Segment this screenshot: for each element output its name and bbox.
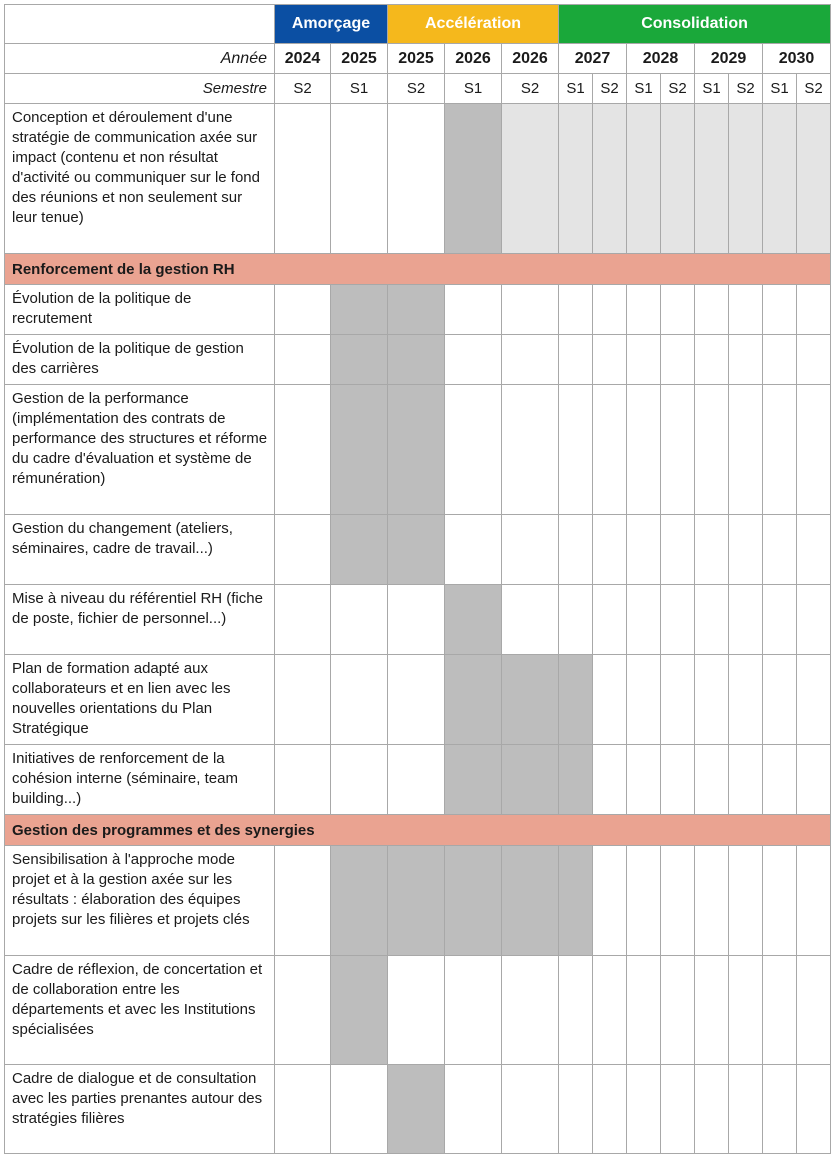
- timeline-cell: [661, 846, 695, 956]
- semester-header: S1: [559, 74, 593, 104]
- timeline-cell: [729, 515, 763, 585]
- timeline-cell: [729, 285, 763, 335]
- timeline-cell: [729, 846, 763, 956]
- timeline-cell: [797, 745, 831, 815]
- timeline-cell: [729, 956, 763, 1065]
- timeline-cell: [445, 335, 502, 385]
- timeline-cell: [627, 1065, 661, 1154]
- timeline-cell: [593, 1065, 627, 1154]
- timeline-cell: [388, 655, 445, 745]
- activity-row: [5, 285, 831, 335]
- activity-label: Évolution de la politique de recrutement: [5, 285, 275, 335]
- timeline-cell: [593, 655, 627, 745]
- timeline-cell: [661, 335, 695, 385]
- year-header: 2025: [388, 44, 445, 74]
- timeline-cell: [331, 655, 388, 745]
- section-title: Renforcement de la gestion RH: [5, 254, 831, 285]
- timeline-cell: [763, 335, 797, 385]
- semester-header: S2: [388, 74, 445, 104]
- timeline-cell-active: [445, 655, 502, 745]
- semester-header: S2: [275, 74, 331, 104]
- activity-row: [5, 335, 831, 385]
- timeline-cell: [695, 285, 729, 335]
- semester-header: S2: [729, 74, 763, 104]
- phase-header: Consolidation: [559, 5, 831, 44]
- year-header: 2025: [331, 44, 388, 74]
- timeline-cell: [331, 585, 388, 655]
- section-title: Gestion des programmes et des synergies: [5, 815, 831, 846]
- timeline-cell-active: [445, 585, 502, 655]
- timeline-cell: [627, 956, 661, 1065]
- timeline-cell-ongoing: [502, 104, 559, 254]
- timeline-cell-active: [388, 1065, 445, 1154]
- year-header: 2026: [502, 44, 559, 74]
- timeline-cell-active: [445, 104, 502, 254]
- semester-header: S1: [763, 74, 797, 104]
- activity-label: Conception et déroulement d'une stratégie de communication axée sur impact (contenu et non résultat d'activité ou communiquer sur le fond des réunions et non seulement sur leur tenue): [5, 104, 275, 254]
- timeline-cell: [797, 585, 831, 655]
- timeline-cell: [593, 515, 627, 585]
- activity-label: Gestion de la performance (implémentation des contrats de performance des structures et réforme du cadre d'évaluation et système de rémunération): [5, 385, 275, 515]
- timeline-cell-active: [388, 335, 445, 385]
- timeline-cell: [559, 335, 593, 385]
- timeline-cell: [331, 104, 388, 254]
- activity-row: [5, 1065, 831, 1154]
- activity-label: Mise à niveau du référentiel RH (fiche de poste, fichier de personnel...): [5, 585, 275, 655]
- timeline-cell: [763, 515, 797, 585]
- timeline-cell: [763, 956, 797, 1065]
- year-header: 2027: [559, 44, 627, 74]
- timeline-cell: [661, 285, 695, 335]
- semester-header: S1: [445, 74, 502, 104]
- timeline-cell: [763, 1065, 797, 1154]
- timeline-cell: [627, 745, 661, 815]
- activity-label: Plan de formation adapté aux collaborateurs et en lien avec les nouvelles orientations du Plan Stratégique: [5, 655, 275, 745]
- timeline-cell: [797, 846, 831, 956]
- timeline-cell-active: [559, 655, 593, 745]
- timeline-cell: [593, 846, 627, 956]
- timeline-cell: [593, 285, 627, 335]
- timeline-cell: [695, 846, 729, 956]
- timeline-cell: [695, 655, 729, 745]
- activity-row: [5, 515, 831, 585]
- timeline-cell: [729, 1065, 763, 1154]
- timeline-cell: [445, 285, 502, 335]
- timeline-cell: [627, 655, 661, 745]
- year-row-label: Année: [5, 44, 275, 74]
- activity-row: [5, 956, 831, 1065]
- timeline-cell: [275, 846, 331, 956]
- timeline-cell: [275, 655, 331, 745]
- timeline-cell: [797, 655, 831, 745]
- timeline-cell: [445, 385, 502, 515]
- timeline-cell-active: [388, 846, 445, 956]
- timeline-cell-active: [331, 285, 388, 335]
- timeline-cell-ongoing: [559, 104, 593, 254]
- timeline-cell-active: [388, 285, 445, 335]
- timeline-cell: [445, 956, 502, 1065]
- table-body: [5, 104, 831, 1154]
- timeline-cell: [661, 956, 695, 1065]
- timeline-cell: [593, 745, 627, 815]
- activity-label: Évolution de la politique de gestion des carrières: [5, 335, 275, 385]
- timeline-cell: [627, 846, 661, 956]
- timeline-cell-ongoing: [627, 104, 661, 254]
- timeline-cell: [661, 745, 695, 815]
- timeline-cell: [627, 335, 661, 385]
- timeline-cell: [729, 385, 763, 515]
- empty-corner-cell: [5, 5, 275, 44]
- timeline-cell: [695, 385, 729, 515]
- section-row: [5, 815, 831, 846]
- timeline-cell: [559, 285, 593, 335]
- timeline-cell: [695, 335, 729, 385]
- timeline-cell: [275, 285, 331, 335]
- timeline-cell-active: [331, 846, 388, 956]
- timeline-cell: [797, 335, 831, 385]
- timeline-cell-active: [388, 515, 445, 585]
- timeline-cell: [502, 515, 559, 585]
- timeline-cell: [275, 1065, 331, 1154]
- timeline-cell-active: [559, 745, 593, 815]
- timeline-cell: [627, 385, 661, 515]
- timeline-cell: [275, 335, 331, 385]
- timeline-cell-active: [502, 846, 559, 956]
- timeline-cell: [729, 335, 763, 385]
- timeline-cell: [388, 745, 445, 815]
- timeline-cell-active: [331, 385, 388, 515]
- year-header: 2024: [275, 44, 331, 74]
- timeline-cell: [275, 385, 331, 515]
- activity-row: [5, 846, 831, 956]
- timeline-cell: [502, 1065, 559, 1154]
- activity-row: [5, 585, 831, 655]
- timeline-cell-active: [445, 745, 502, 815]
- timeline-cell-active: [445, 846, 502, 956]
- year-header: 2030: [763, 44, 831, 74]
- timeline-cell-active: [331, 335, 388, 385]
- year-header: 2028: [627, 44, 695, 74]
- year-header-row: [5, 44, 831, 74]
- section-row: [5, 254, 831, 285]
- semester-header: S2: [797, 74, 831, 104]
- timeline-cell: [388, 104, 445, 254]
- timeline-cell: [593, 956, 627, 1065]
- timeline-cell: [661, 1065, 695, 1154]
- timeline-cell: [627, 515, 661, 585]
- phase-header: Accélération: [388, 5, 559, 44]
- timeline-cell: [695, 515, 729, 585]
- timeline-cell: [695, 585, 729, 655]
- timeline-cell: [763, 385, 797, 515]
- year-header: 2029: [695, 44, 763, 74]
- timeline-cell: [559, 385, 593, 515]
- timeline-cell: [695, 956, 729, 1065]
- timeline-cell: [797, 1065, 831, 1154]
- semester-header: S1: [331, 74, 388, 104]
- timeline-cell: [445, 1065, 502, 1154]
- timeline-cell-ongoing: [763, 104, 797, 254]
- timeline-cell-active: [331, 956, 388, 1065]
- timeline-cell: [729, 585, 763, 655]
- timeline-cell: [559, 1065, 593, 1154]
- semester-header: S1: [627, 74, 661, 104]
- timeline-cell: [661, 385, 695, 515]
- timeline-cell: [593, 585, 627, 655]
- timeline-cell-active: [502, 745, 559, 815]
- timeline-cell: [388, 956, 445, 1065]
- activity-label: Gestion du changement (ateliers, séminaires, cadre de travail...): [5, 515, 275, 585]
- timeline-cell: [593, 385, 627, 515]
- timeline-cell: [502, 585, 559, 655]
- activity-label: Cadre de réflexion, de concertation et de collaboration entre les départements et avec les Institutions spécialisées: [5, 956, 275, 1065]
- semester-header: S2: [661, 74, 695, 104]
- timeline-cell: [729, 745, 763, 815]
- activity-row: [5, 745, 831, 815]
- semester-row-label: Semestre: [5, 74, 275, 104]
- phase-header: Amorçage: [275, 5, 388, 44]
- timeline-cell: [275, 515, 331, 585]
- timeline-cell-active: [331, 515, 388, 585]
- semester-header-row: [5, 74, 831, 104]
- timeline-cell: [388, 585, 445, 655]
- semester-header: S2: [593, 74, 627, 104]
- timeline-cell: [797, 285, 831, 335]
- timeline-cell: [763, 745, 797, 815]
- phase-header-row: [5, 5, 831, 44]
- timeline-cell: [331, 1065, 388, 1154]
- timeline-cell: [695, 745, 729, 815]
- semester-header: S2: [502, 74, 559, 104]
- timeline-cell: [275, 104, 331, 254]
- timeline-cell: [559, 956, 593, 1065]
- activity-label: Cadre de dialogue et de consultation avec les parties prenantes autour des stratégies filières: [5, 1065, 275, 1154]
- timeline-cell: [331, 745, 388, 815]
- timeline-cell: [797, 956, 831, 1065]
- activity-label: Sensibilisation à l'approche mode projet et à la gestion axée sur les résultats : élaboration des équipes projets sur les filières et projets clés: [5, 846, 275, 956]
- timeline-cell-active: [502, 655, 559, 745]
- timeline-cell-active: [559, 846, 593, 956]
- timeline-cell: [559, 515, 593, 585]
- timeline-cell: [695, 1065, 729, 1154]
- timeline-cell-ongoing: [729, 104, 763, 254]
- timeline-cell-ongoing: [797, 104, 831, 254]
- timeline-cell: [502, 956, 559, 1065]
- activity-label: Initiatives de renforcement de la cohésion interne (séminaire, team building...): [5, 745, 275, 815]
- timeline-cell-ongoing: [695, 104, 729, 254]
- timeline-cell: [763, 585, 797, 655]
- activity-row: [5, 104, 831, 254]
- timeline-cell: [763, 655, 797, 745]
- timeline-cell: [559, 585, 593, 655]
- timeline-cell: [763, 285, 797, 335]
- timeline-cell: [797, 515, 831, 585]
- timeline-cell: [627, 285, 661, 335]
- timeline-cell: [661, 655, 695, 745]
- roadmap-table: [4, 4, 831, 1154]
- timeline-cell: [275, 956, 331, 1065]
- activity-row: [5, 385, 831, 515]
- year-header: 2026: [445, 44, 502, 74]
- timeline-cell: [593, 335, 627, 385]
- timeline-cell: [729, 655, 763, 745]
- timeline-cell: [763, 846, 797, 956]
- timeline-cell: [502, 285, 559, 335]
- timeline-cell-active: [388, 385, 445, 515]
- timeline-cell-ongoing: [661, 104, 695, 254]
- activity-row: [5, 655, 831, 745]
- timeline-cell: [275, 585, 331, 655]
- semester-header: S1: [695, 74, 729, 104]
- timeline-cell-ongoing: [593, 104, 627, 254]
- timeline-cell: [797, 385, 831, 515]
- timeline-cell: [275, 745, 331, 815]
- timeline-cell: [661, 515, 695, 585]
- timeline-cell: [502, 335, 559, 385]
- timeline-cell: [445, 515, 502, 585]
- timeline-cell: [661, 585, 695, 655]
- timeline-cell: [502, 385, 559, 515]
- timeline-cell: [627, 585, 661, 655]
